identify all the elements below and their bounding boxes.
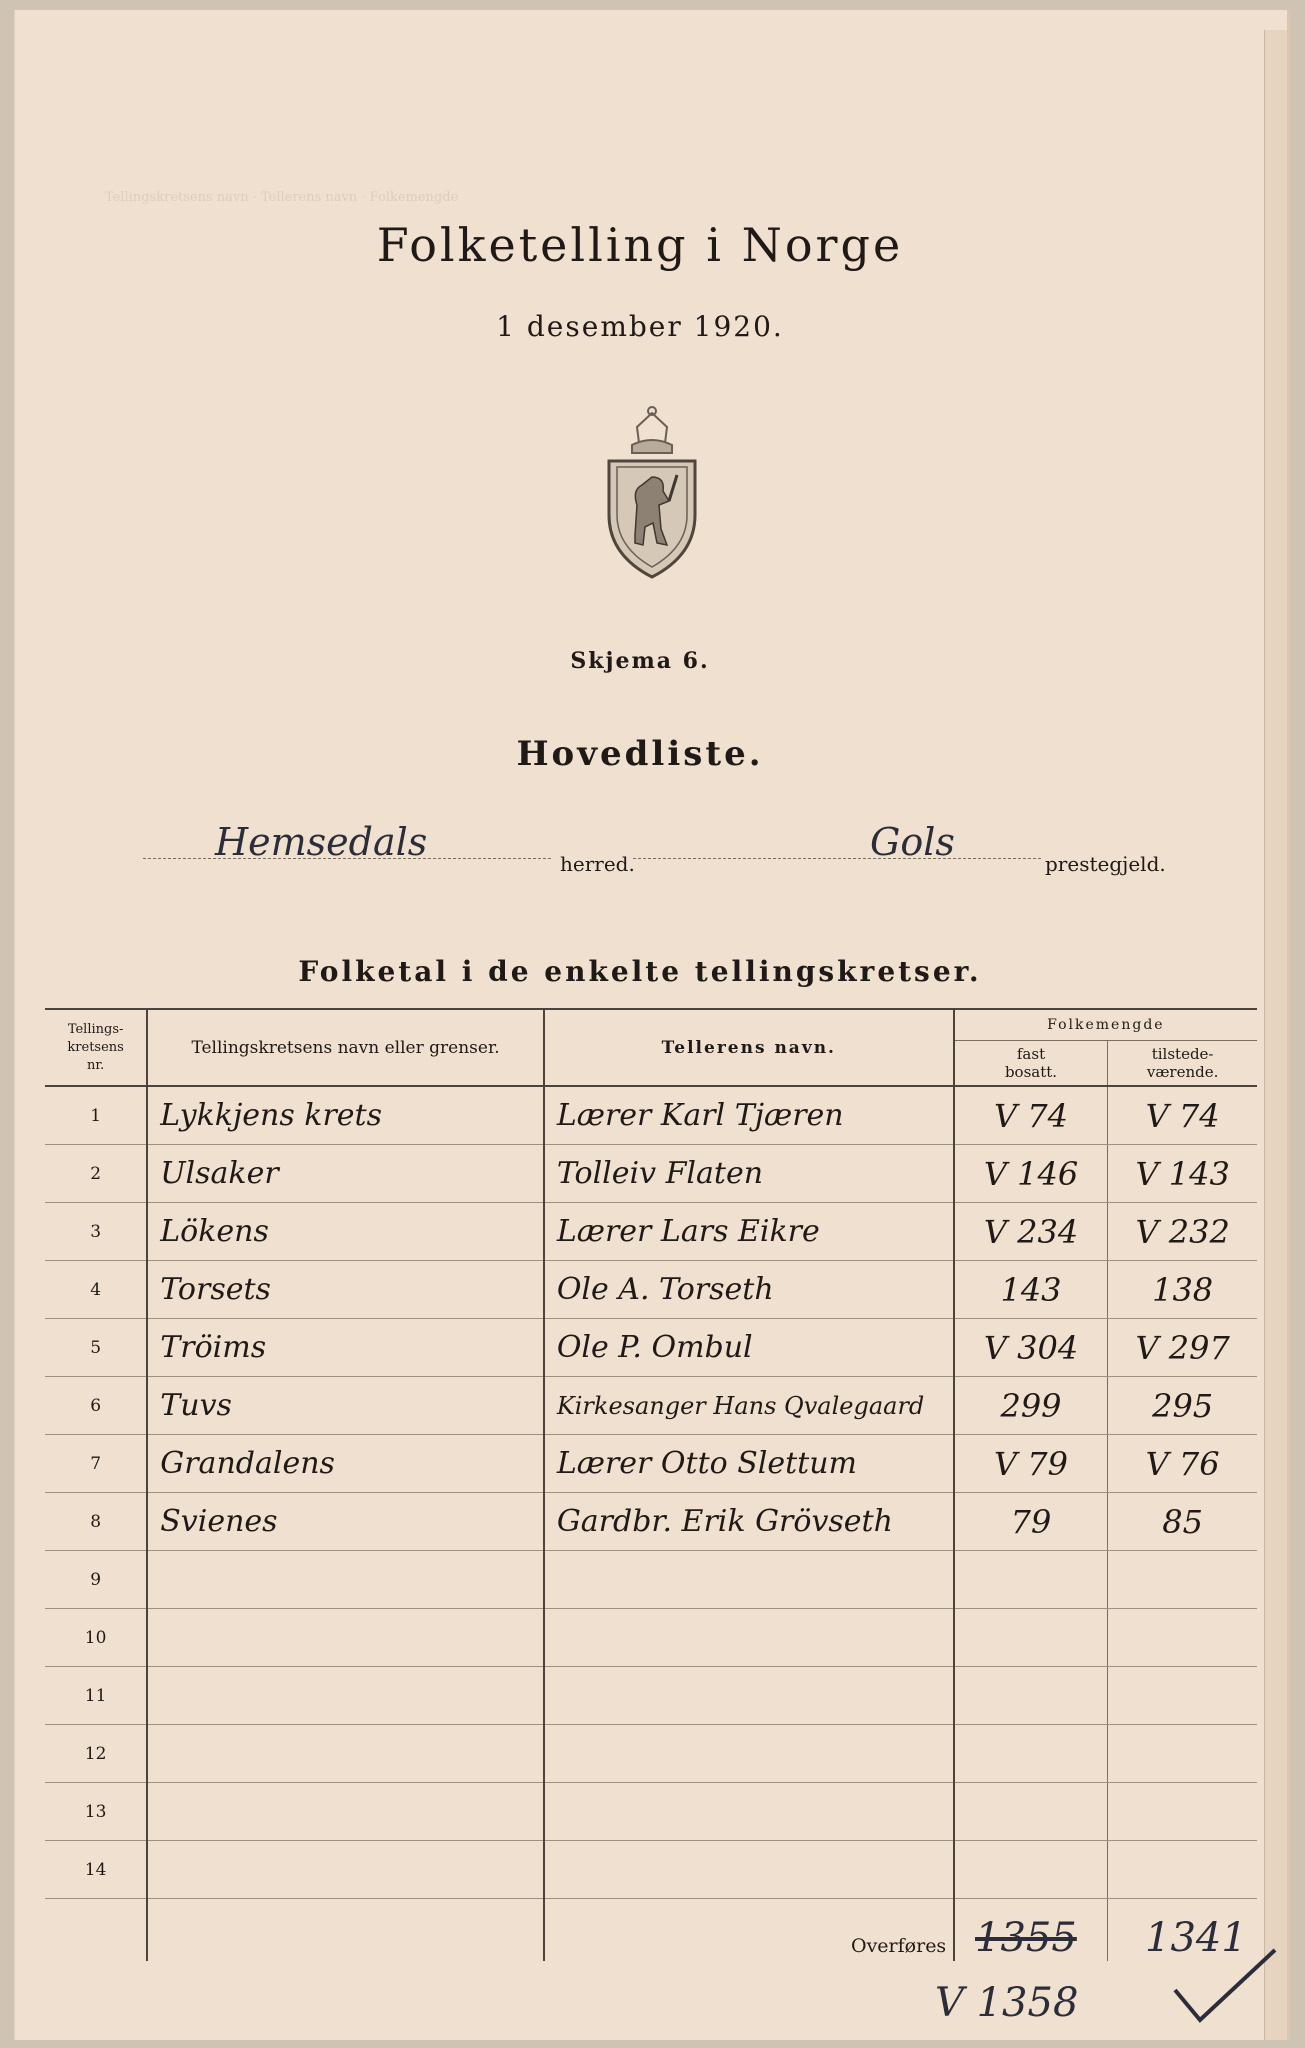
row-tilstede — [1108, 1609, 1257, 1667]
table-row — [45, 1841, 1257, 1899]
row-teller — [544, 1609, 954, 1667]
table-row — [45, 1145, 1257, 1203]
census-sheet — [14, 10, 1290, 2040]
row-nr: 13 — [45, 1783, 147, 1841]
row-tilstede — [1108, 1783, 1257, 1841]
table-row — [45, 1377, 1257, 1435]
row-tilstede: 138 — [1108, 1261, 1257, 1319]
row-fast: V 74 — [954, 1086, 1108, 1145]
row-fast — [954, 1841, 1108, 1899]
row-name: Svienes — [147, 1493, 544, 1551]
row-nr: 10 — [45, 1609, 147, 1667]
row-fast: V 146 — [954, 1145, 1108, 1203]
row-fast: 143 — [954, 1261, 1108, 1319]
row-name: Tröims — [147, 1319, 544, 1377]
row-name: Lökens — [147, 1203, 544, 1261]
row-name — [147, 1667, 544, 1725]
row-name — [147, 1783, 544, 1841]
row-teller — [544, 1551, 954, 1609]
row-nr: 3 — [45, 1203, 147, 1261]
census-date: 1 desember 1920. — [496, 310, 784, 343]
herred-label: herred. — [560, 852, 635, 876]
row-tilstede — [1108, 1551, 1257, 1609]
col-header-tilstede: tilstede- værende. — [1108, 1041, 1257, 1087]
row-nr: 11 — [45, 1667, 147, 1725]
total-fast-corrected: V 1358 — [935, 1980, 1079, 2026]
prestegjeld-value: Gols — [870, 820, 955, 864]
row-nr: 1 — [45, 1086, 147, 1145]
row-name: Torsets — [147, 1261, 544, 1319]
row-name — [147, 1609, 544, 1667]
table-row — [45, 1261, 1257, 1319]
row-teller: Ole P. Ombul — [544, 1319, 954, 1377]
row-nr: 12 — [45, 1725, 147, 1783]
prestegjeld-line — [633, 858, 1041, 859]
row-teller: Gardbr. Erik Grövseth — [544, 1493, 954, 1551]
row-fast — [954, 1667, 1108, 1725]
row-fast — [954, 1783, 1108, 1841]
document-title: Folketelling i Norge — [376, 218, 904, 272]
page-edge — [1264, 30, 1287, 2040]
row-tilstede: 295 — [1108, 1377, 1257, 1435]
row-teller: Lærer Lars Eikre — [544, 1203, 954, 1261]
row-teller: Tolleiv Flaten — [544, 1145, 954, 1203]
total-tilstede: 1341 — [1145, 1915, 1247, 1961]
checkmark-icon — [1165, 1940, 1285, 2030]
row-teller: Lærer Otto Slettum — [544, 1435, 954, 1493]
table-row — [45, 1435, 1257, 1493]
row-fast: 79 — [954, 1493, 1108, 1551]
row-teller: Kirkesanger Hans Qvalegaard — [544, 1377, 954, 1435]
row-tilstede: 85 — [1108, 1493, 1257, 1551]
row-tilstede: V 297 — [1108, 1319, 1257, 1377]
row-fast: V 304 — [954, 1319, 1108, 1377]
overfores-label: Overføres — [851, 1935, 947, 1957]
census-table — [45, 1008, 1257, 1961]
row-nr: 8 — [45, 1493, 147, 1551]
table-row — [45, 1319, 1257, 1377]
row-name: Ulsaker — [147, 1145, 544, 1203]
row-nr: 9 — [45, 1551, 147, 1609]
row-teller: Lærer Karl Tjæren — [544, 1086, 954, 1145]
row-fast — [954, 1551, 1108, 1609]
col-header-nr: Tellings- kretsens nr. — [45, 1009, 147, 1086]
col-header-folkemengde: Folkemengde — [954, 1009, 1257, 1041]
prestegjeld-label: prestegjeld. — [1045, 852, 1166, 876]
row-name — [147, 1551, 544, 1609]
row-fast — [954, 1725, 1108, 1783]
coat-of-arms-icon — [597, 405, 707, 585]
col-header-name: Tellingskretsens navn eller grenser. — [147, 1009, 544, 1086]
row-fast: V 79 — [954, 1435, 1108, 1493]
row-fast: 299 — [954, 1377, 1108, 1435]
row-tilstede — [1108, 1841, 1257, 1899]
row-teller — [544, 1841, 954, 1899]
table-row — [45, 1667, 1257, 1725]
section-title: Folketal i de enkelte tellingskretser. — [298, 955, 982, 988]
row-fast — [954, 1609, 1108, 1667]
row-nr: 4 — [45, 1261, 147, 1319]
table-row — [45, 1203, 1257, 1261]
row-tilstede: V 76 — [1108, 1435, 1257, 1493]
row-name — [147, 1725, 544, 1783]
col-header-fast: fast bosatt. — [954, 1041, 1108, 1087]
row-nr: 7 — [45, 1435, 147, 1493]
bleed-through-text: Tellingskretsens navn · Tellerens navn · Folkemengde — [105, 190, 459, 205]
row-teller: Ole A. Torseth — [544, 1261, 954, 1319]
total-fast-struck: 1355 — [975, 1915, 1077, 1961]
row-fast: V 234 — [954, 1203, 1108, 1261]
row-tilstede: V 74 — [1108, 1086, 1257, 1145]
row-nr: 5 — [45, 1319, 147, 1377]
row-tilstede: V 232 — [1108, 1203, 1257, 1261]
table-row — [45, 1783, 1257, 1841]
table-row — [45, 1725, 1257, 1783]
table-row — [45, 1086, 1257, 1145]
col-header-teller: Tellerens navn. — [544, 1009, 954, 1086]
row-tilstede: V 143 — [1108, 1145, 1257, 1203]
schema-number: Skjema 6. — [570, 648, 710, 674]
row-tilstede — [1108, 1667, 1257, 1725]
row-teller — [544, 1783, 954, 1841]
herred-value: Hemsedals — [215, 820, 428, 864]
row-name: Tuvs — [147, 1377, 544, 1435]
table-row — [45, 1551, 1257, 1609]
row-name: Lykkjens krets — [147, 1086, 544, 1145]
row-nr: 14 — [45, 1841, 147, 1899]
row-tilstede — [1108, 1725, 1257, 1783]
table-row — [45, 1609, 1257, 1667]
row-nr: 6 — [45, 1377, 147, 1435]
row-name: Grandalens — [147, 1435, 544, 1493]
table-row — [45, 1493, 1257, 1551]
row-teller — [544, 1667, 954, 1725]
row-teller — [544, 1725, 954, 1783]
row-name — [147, 1841, 544, 1899]
list-title: Hovedliste. — [516, 734, 764, 774]
row-nr: 2 — [45, 1145, 147, 1203]
